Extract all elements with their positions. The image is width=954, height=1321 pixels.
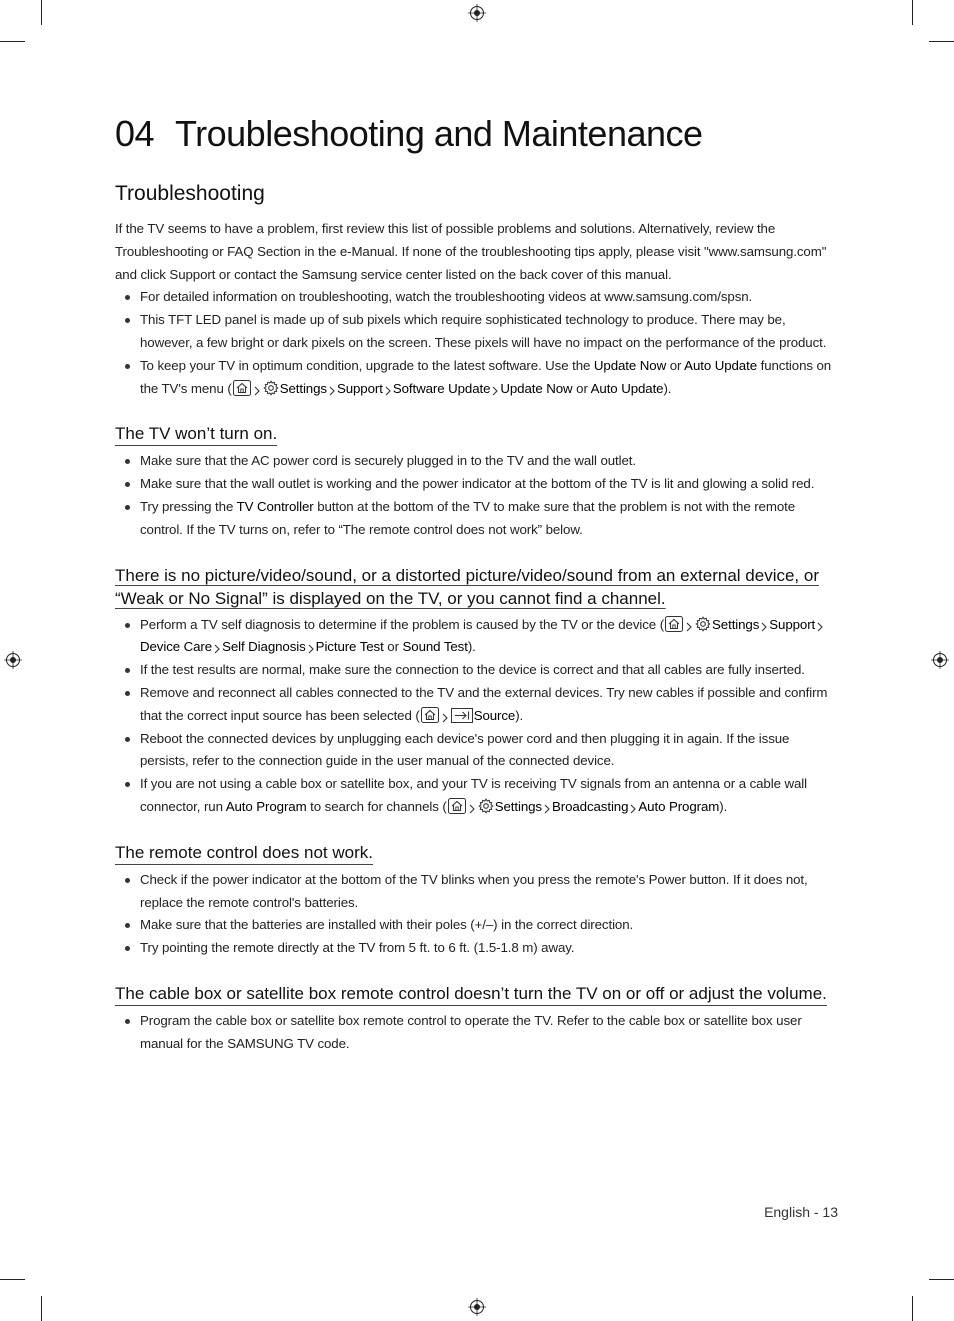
subsection-heading: The TV won’t turn on. [115,422,277,446]
menu-path-item: Self Diagnosis [222,639,306,655]
text: Try pressing the [140,498,237,514]
section-no-picture [115,564,837,819]
text: or [572,380,591,396]
chevron-right-icon [253,386,261,396]
list-item: Try pointing the remote directly at the TV from 5 ft. to 6 ft. (1.5-1.8 m) away. [115,937,837,960]
list-item [115,496,837,542]
bullet-list [115,614,837,819]
registration-mark-icon [931,651,949,669]
crop-mark-tl-v [41,0,42,25]
crop-mark-tr-h [929,41,954,42]
chevron-right-icon [468,804,476,814]
section-remote-not-working [115,841,837,960]
bullet-list [115,869,837,960]
bullet-list [115,1010,837,1056]
chevron-right-icon [307,644,315,654]
chapter-title [115,108,837,160]
text: Remove and reconnect all cables connected to the TV and the external devices. Try new cables if possible and confirm that the correct input source has been selected ( [140,684,828,723]
home-icon [665,616,683,632]
menu-path-item: TV Controller [236,498,314,514]
crop-mark-bl-h [0,1279,25,1280]
menu-path-item: Update Now [593,357,667,373]
text: ). [719,798,728,814]
home-icon [448,798,466,814]
registration-mark-icon [468,1298,486,1316]
section-tv-wont-turn-on [115,422,837,541]
menu-path-item: Broadcasting [551,798,629,814]
crop-mark-br-h [929,1279,954,1280]
list-item [115,614,837,660]
chevron-right-icon [441,713,449,723]
menu-path-item: Settings [279,380,327,396]
menu-path-item: Auto Update [684,357,757,373]
intro-paragraph: If the TV seems to have a problem, first review this list of possible problems and solutions. Alternatively, review the Troubleshooting or FAQ Section in the e-Manual. If none of the troubleshooting tips apply, please visit "www.samsung.com" and click Support or contact the Samsung service center listed on the back cover of this manual. [115,221,827,282]
list-item: Make sure that the batteries are installed with their poles (+/–) in the correct direction. [115,914,837,937]
list-item: Reboot the connected devices by unplugging each device's power cord and then plugging it in again. If the issue persists, refer to the connection guide in the user manual of the connected device. [115,728,837,774]
list-item: This TFT LED panel is made up of sub pixels which require sophisticated technology to produce. There may be, however, a few bright or dark pixels on the screen. These pixels will have no impact on the performance of the product. [115,309,837,355]
menu-path-item: Source [473,707,516,723]
menu-path-item: Update Now [500,380,573,396]
list-item: If the test results are normal, make sure the connection to the device is correct and that all cables are fully inserted. [115,659,837,682]
menu-path-item: Sound Test [402,639,468,655]
page-content [115,108,837,1056]
page-footer: English - 13 [764,1204,838,1220]
menu-path-item: Auto Program [638,798,720,814]
gear-icon [263,380,279,396]
subsection-heading: There is no picture/video/sound, or a distorted picture/video/sound from an external device, or “Weak or No Signal” is displayed on the TV, or you cannot find a channel. [115,565,819,608]
text: button at the bottom of the TV to make sure that the problem is not with the remote control. If the TV turns on, refer to “The remote control does not work” below. [140,498,796,537]
list-item [115,682,837,728]
menu-path-item: Device Care [140,639,213,655]
list-item [115,355,837,401]
subsection-heading: The cable box or satellite box remote control doesn’t turn the TV on or off or adjust the volume. [115,982,827,1006]
chevron-right-icon [816,622,824,632]
gear-icon [478,798,494,814]
menu-path-item: Software Update [392,380,491,396]
text: To keep your TV in optimum condition, upgrade to the latest software. Use the [140,357,594,373]
text: Perform a TV self diagnosis to determine if the problem is caused by the TV or the device ( [140,616,665,632]
crop-mark-br-v [912,1296,913,1321]
chapter-title-text: Troubleshooting and Maintenance [175,113,703,154]
chevron-right-icon [213,644,221,654]
chevron-right-icon [685,622,693,632]
chevron-right-icon [760,622,768,632]
registration-mark-icon [468,4,486,22]
chevron-right-icon [629,804,637,814]
section-title: Troubleshooting [115,182,265,205]
text: ). [515,707,524,723]
menu-path-item: Support [336,380,383,396]
menu-path-item: Auto Program [225,798,307,814]
text: or [666,357,685,373]
menu-path-item: Settings [494,798,542,814]
menu-path-item: Support [769,616,816,632]
text: ). [467,639,476,655]
text: ). [663,380,672,396]
chevron-right-icon [328,386,336,396]
chapter-number: 04 [115,113,155,154]
home-icon [421,707,439,723]
crop-mark-bl-v [41,1296,42,1321]
bullet-list [115,450,837,541]
crop-mark-tl-h [0,41,25,42]
menu-path-item: Picture Test [315,639,384,655]
text: to search for channels ( [306,798,447,814]
subsection-heading: The remote control does not work. [115,841,373,865]
intro-list [115,286,837,400]
list-item: Program the cable box or satellite box remote control to operate the TV. Refer to the cable box or satellite box user manual for the SAMSUNG TV code. [115,1010,837,1056]
source-icon [451,708,473,723]
menu-path-item: Auto Update [590,380,664,396]
registration-mark-icon [4,651,22,669]
list-item: Make sure that the AC power cord is securely plugged in to the TV and the wall outlet. [115,450,837,473]
chevron-right-icon [491,386,499,396]
text: If you are not using a cable box or satellite box, and your TV is receiving TV signals from an antenna or a cable wall connector, run [140,776,807,814]
list-item: For detailed information on troubleshooting, watch the troubleshooting videos at www.samsung.com/spsn. [115,286,837,309]
list-item: Make sure that the wall outlet is working and the power indicator at the bottom of the TV is lit and glowing a solid red. [115,473,837,496]
chevron-right-icon [543,804,551,814]
list-item: Check if the power indicator at the bottom of the TV blinks when you press the remote's Power button. If it does not, replace the remote control's batteries. [115,869,837,915]
list-item [115,773,837,819]
gear-icon [695,616,711,632]
section-cable-box-remote [115,982,837,1056]
text: or [383,639,403,655]
menu-path-item: Settings [712,616,760,632]
chevron-right-icon [384,386,392,396]
home-icon [233,380,251,396]
crop-mark-tr-v [912,0,913,25]
text: functions on the TV's menu ( [140,357,832,396]
